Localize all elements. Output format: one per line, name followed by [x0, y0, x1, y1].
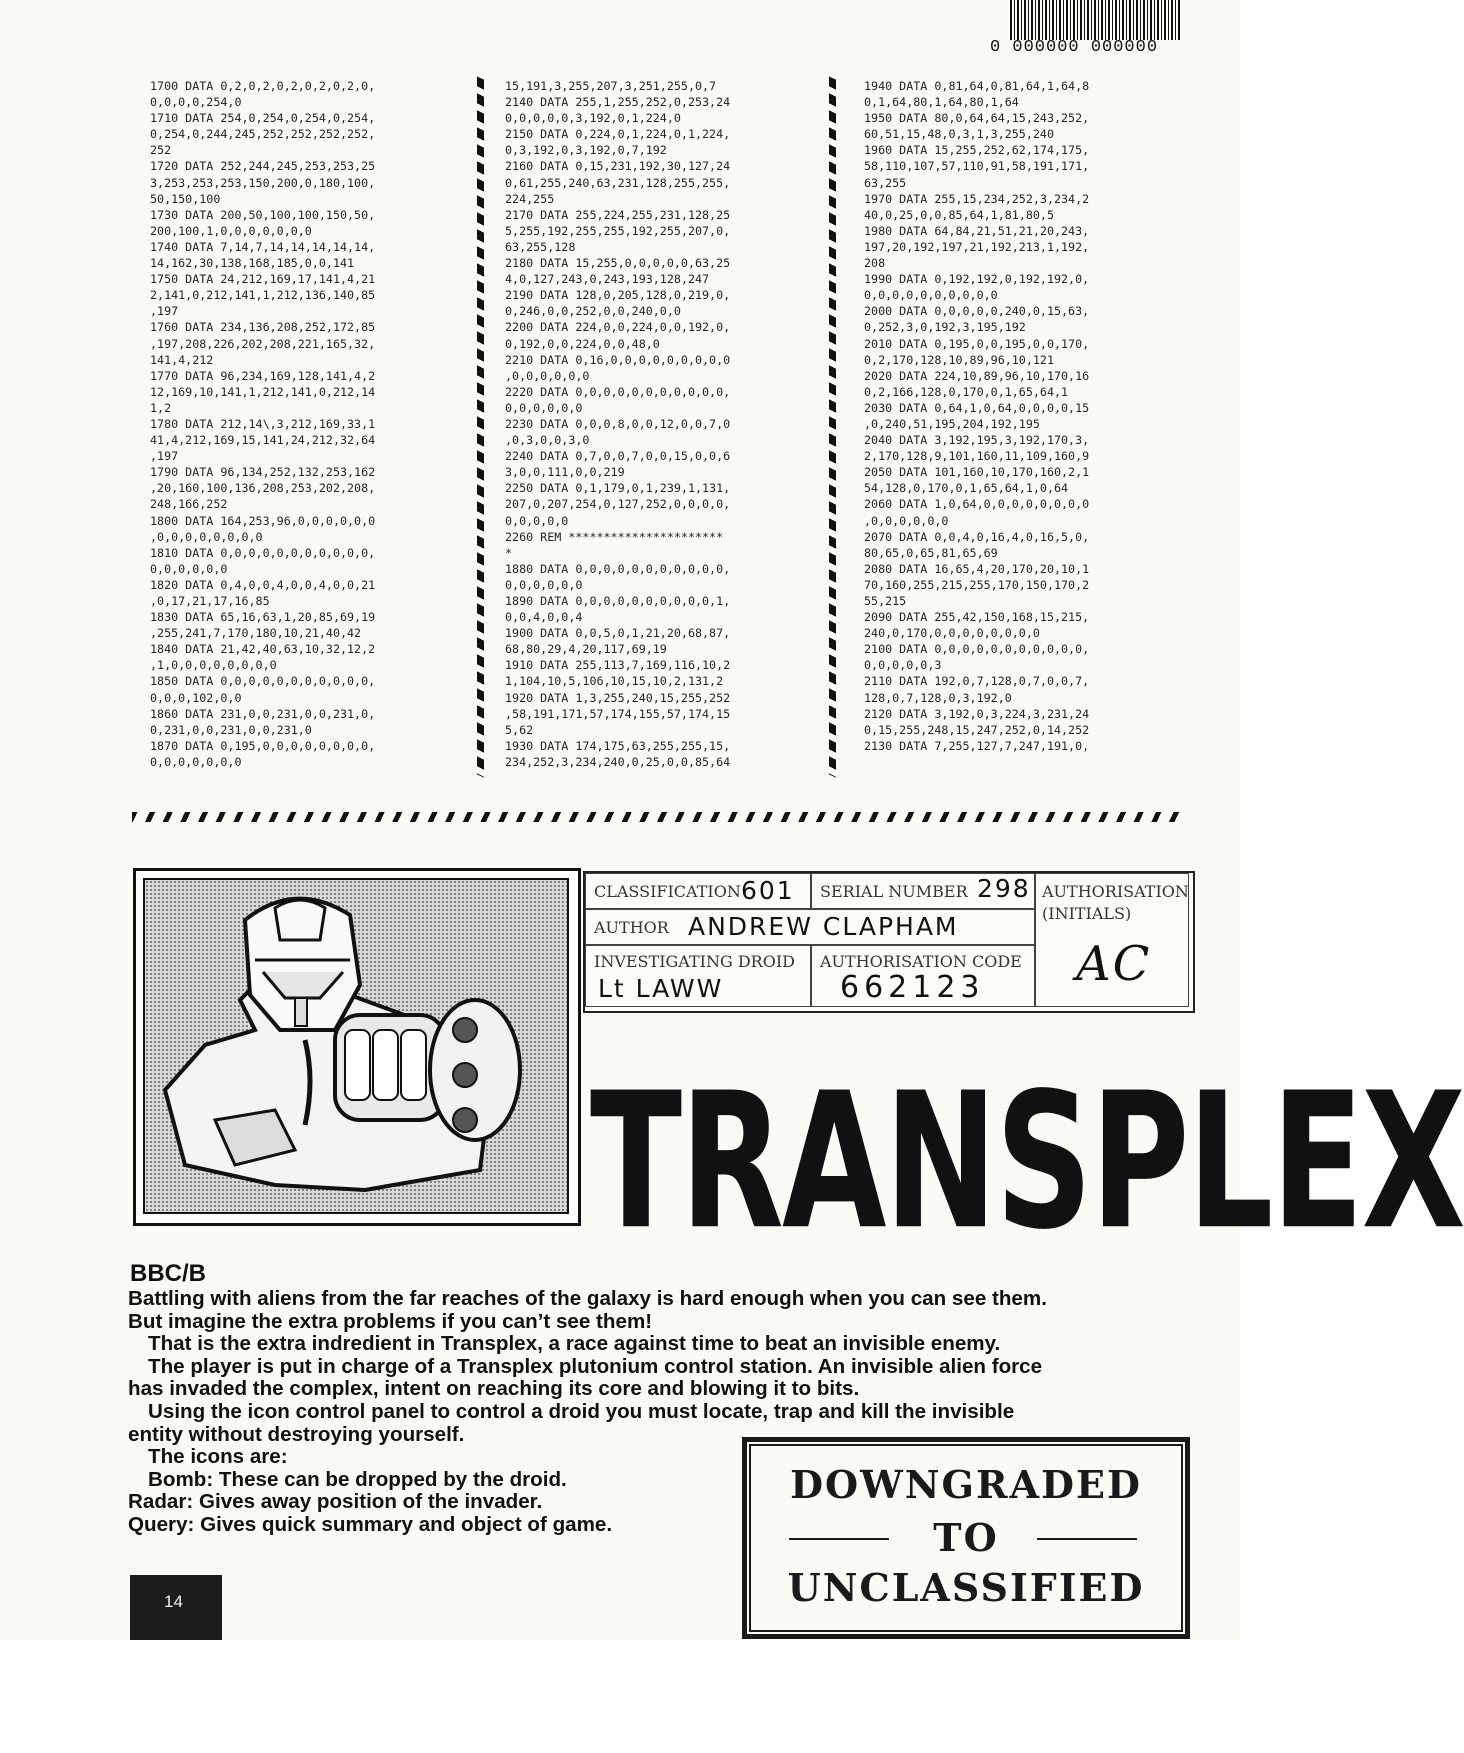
droid-robot-image [145, 880, 567, 1212]
downgraded-stamp [742, 1437, 1190, 1639]
article-paragraph: The icons are: [148, 1445, 288, 1469]
page-number-block [130, 1575, 222, 1640]
authorisation-code-label: AUTHORISATION CODE [820, 952, 1022, 971]
article-paragraph: Battling with aliens from the far reaches of the galaxy is hard enough when you can see them. [128, 1287, 1047, 1310]
author-label: AUTHOR [594, 918, 669, 937]
article-paragraph: Radar: Gives away position of the invader. [128, 1490, 543, 1514]
column-divider [477, 76, 484, 777]
classification-form [583, 871, 1195, 1013]
serial-number-value: 298 [977, 874, 1031, 903]
article-paragraph: entity without destroying yourself. [128, 1422, 465, 1446]
article-paragraph: But imagine the extra problems if you can’t see them! [128, 1309, 653, 1333]
article-paragraph: Query: Gives quick summary and object of game. [128, 1512, 613, 1536]
listing-column-1: 1700 DATA 0,2,0,2,0,2,0,2,0,2,0, 0,0,0,0,254,0 1710 DATA 254,0,254,0,254,0,254, 0,254,0,244,245,252,252,252,252, 252 1720 DATA 252,244,245,253,253,25 3,253,253,253,150,200,0,180,100, 50,150,100 1730 DATA 200,50,100,100,150,50, 200,100,1,0,0,0,0,0,0,0 1740 DATA 7,14,7,14,14,14,14,14, 14,162,30,138,168,185,0,0,141 1750 DATA 24,212,169,17,141,4,21 2,141,0,212,141,1,212,136,140,85 ,197 1760 DATA 234,136,208,252,172,85 ,197,208,226,202,208,221,165,32, 141,4,212 1770 DATA 96,234,169,128,141,4,2 12,169,10,141,1,212,141,0,212,14 1,2 1780 DATA 212,14\,3,212,169,33,1 41,4,212,169,15,141,24,212,32,64 ,197 1790 DATA 96,134,252,132,253,162 ,20,160,100,136,208,253,202,208, 248,166,252 1800 DATA 164,253,96,0,0,0,0,0,0 ,0,0,0,0,0,0,0,0 1810 DATA 0,0,0,0,0,0,0,0,0,0,0, 0,0,0,0,0,0 1820 DATA 0,4,0,0,4,0,0,4,0,0,21 ,0,17,21,17,16,85 1830 DATA 65,16,63,1,20,85,69,19 ,255,241,7,170,180,10,21,40,42 1840 DATA 21,42,40,63,10,32,12,2 ,1,0,0,0,0,0,0,0,0 1850 DATA 0,0,0,0,0,0,0,0,0,0,0, 0,0,0,102,0,0 1860 DATA 231,0,0,231,0,0,231,0, 0,231,0,0,231,0,0,231,0 1870 DATA 0,195,0,0,0,0,0,0,0,0, 0,0,0,0,0,0,0 [150, 79, 376, 769]
barcode [1010, 0, 1180, 40]
serial-number-label: SERIAL NUMBER [820, 882, 968, 901]
authorisation-initials-cell [1035, 873, 1189, 1007]
investigating-droid-label: INVESTIGATING DROID [594, 952, 795, 971]
classification-cell [585, 873, 811, 909]
article-paragraph: has invaded the complex, intent on reaching its core and blowing it to bits. [128, 1377, 860, 1401]
hatched-divider [132, 812, 1180, 822]
serial-number-cell [811, 873, 1035, 909]
droid-illustration [133, 868, 581, 1226]
article-paragraph: Bomb: These can be dropped by the droid. [148, 1467, 567, 1491]
classification-value: 601 [741, 876, 795, 905]
stamp-rule [1037, 1538, 1137, 1540]
authorisation-code-value: 662123 [840, 970, 985, 1005]
authorisation-label: AUTHORISATION [1042, 882, 1189, 901]
initials-signature: AC [1076, 936, 1152, 992]
article-paragraph: That is the extra indredient in Transplex, a race against time to beat an invisible enemy. [148, 1332, 1001, 1356]
investigating-droid-cell [585, 945, 811, 1007]
author-cell [585, 909, 1035, 945]
author-value: ANDREW CLAPHAM [688, 912, 959, 941]
platform-heading: BBC/B [130, 1260, 206, 1287]
game-title: TRANSPLEX [590, 1053, 1464, 1272]
classification-label: CLASSIFICATION [594, 882, 741, 901]
investigating-droid-value: Lt LAWW [598, 974, 724, 1003]
article-paragraph: Using the icon control panel to control a droid you must locate, trap and kill the invisible [148, 1399, 1015, 1423]
stamp-line-2: TO [933, 1515, 999, 1560]
column-divider [829, 76, 836, 777]
listing-column-2: 15,191,3,255,207,3,251,255,0,7 2140 DATA 255,1,255,252,0,253,24 0,0,0,0,0,3,192,0,1,224,0 2150 DATA 0,224,0,1,224,0,1,224, 0,3,192,0,3,192,0,7,192 2160 DATA 0,15,231,192,30,127,24 0,61,255,240,63,231,128,255,255, 224,255 2170 DATA 255,224,255,231,128,25 5,255,192,255,255,192,255,207,0, 63,255,128 2180 DATA 15,255,0,0,0,0,0,63,25 4,0,127,243,0,243,193,128,247 2190 DATA 128,0,205,128,0,219,0, 0,246,0,0,252,0,0,240,0,0 2200 DATA 224,0,0,224,0,0,192,0, 0,192,0,0,224,0,0,48,0 2210 DATA 0,16,0,0,0,0,0,0,0,0,0 ,0,0,0,0,0,0 2220 DATA 0,0,0,0,0,0,0,0,0,0,0, 0,0,0,0,0,0 2230 DATA 0,0,0,8,0,0,12,0,0,7,0 ,0,3,0,0,3,0 2240 DATA 0,7,0,0,7,0,0,15,0,0,6 3,0,0,111,0,0,219 2250 DATA 0,1,179,0,1,239,1,131, 207,0,207,254,0,127,252,0,0,0,0, 0,0,0,0,0 2260 REM ********************** * 1880 DATA 0,0,0,0,0,0,0,0,0,0,0, 0,0,0,0,0,0 1890 DATA 0,0,0,0,0,0,0,0,0,0,1, 0,0,4,0,0,4 1900 DATA 0,0,5,0,1,21,20,68,87, 68,80,29,4,20,117,69,19 1910 DATA 255,113,7,169,116,10,2 1,104,10,5,106,10,15,10,2,131,2 1920 DATA 1,3,255,240,15,255,252 ,58,191,171,57,174,155,57,174,15 5,62 1930 DATA 174,175,63,255,255,15, 234,252,3,234,240,0,25,0,0,85,64 [505, 79, 731, 769]
stamp-line-1: DOWNGRADED [790, 1462, 1142, 1507]
authorisation-code-cell [811, 945, 1035, 1007]
initials-label: (INITIALS) [1042, 904, 1132, 923]
listing-column-3: 1940 DATA 0,81,64,0,81,64,1,64,8 0,1,64,80,1,64,80,1,64 1950 DATA 80,0,64,64,15,243,252, 60,51,15,48,0,3,1,3,255,240 1960 DATA 15,255,252,62,174,175, 58,110,107,57,110,91,58,191,171, 63,255 1970 DATA 255,15,234,252,3,234,2 40,0,25,0,0,85,64,1,81,80,5 1980 DATA 64,84,21,51,21,20,243, 197,20,192,197,21,192,213,1,192, 208 1990 DATA 0,192,192,0,192,192,0, 0,0,0,0,0,0,0,0,0,0 2000 DATA 0,0,0,0,0,240,0,15,63, 0,252,3,0,192,3,195,192 2010 DATA 0,195,0,0,195,0,0,170, 0,2,170,128,10,89,96,10,121 2020 DATA 224,10,89,96,10,170,16 0,2,166,128,0,170,0,1,65,64,1 2030 DATA 0,64,1,0,64,0,0,0,0,15 ,0,240,51,195,204,192,195 2040 DATA 3,192,195,3,192,170,3, 2,170,128,9,101,160,11,109,160,9 2050 DATA 101,160,10,170,160,2,1 54,128,0,170,0,1,65,64,1,0,64 2060 DATA 1,0,64,0,0,0,0,0,0,0,0 ,0,0,0,0,0,0 2070 DATA 0,0,4,0,16,4,0,16,5,0, 80,65,0,65,81,65,69 2080 DATA 16,65,4,20,170,20,10,1 70,160,255,215,255,170,150,170,2 55,215 2090 DATA 255,42,150,168,15,215, 240,0,170,0,0,0,0,0,0,0,0 2100 DATA 0,0,0,0,0,0,0,0,0,0,0, 0,0,0,0,0,3 2110 DATA 192,0,7,128,0,7,0,0,7, 128,0,7,128,0,3,192,0 2120 DATA 3,192,0,3,224,3,231,24 0,15,255,248,15,247,252,0,14,252 2130 DATA 7,255,127,7,247,191,0, [864, 79, 1090, 753]
stamp-line-3: UNCLASSIFIED [787, 1565, 1145, 1610]
article-paragraph: The player is put in charge of a Transplex plutonium control station. An invisible alien force [148, 1354, 1043, 1378]
barcode-number: 0 000000 000000 [990, 38, 1159, 57]
page-number: 14 [164, 1592, 183, 1611]
